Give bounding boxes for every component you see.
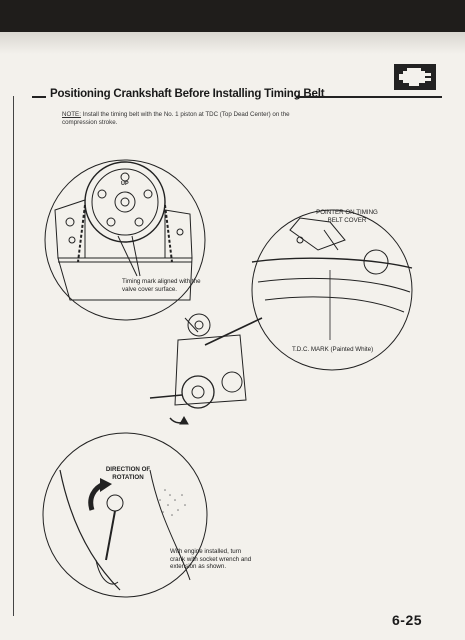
tdc-mark-callout: T.D.C. MARK (Painted White) — [292, 346, 374, 353]
section-title: Positioning Crankshaft Before Installing Timing Belt — [50, 88, 325, 100]
instruction-callout: With engine installed, turn crank with socket wrench and extension as shown. — [170, 548, 252, 570]
note-label: NOTE: — [62, 111, 81, 118]
rotation-detail-circle — [43, 433, 207, 597]
note-text: Install the timing belt with the No. 1 piston at TDC (Top Dead Center) on the compression stroke. — [62, 111, 290, 126]
page-number: 6-25 — [392, 612, 423, 628]
cam-pulley — [85, 162, 165, 242]
up-label: UP — [121, 181, 129, 187]
pointer-callout: POINTER ON TIMING BELT COVER — [316, 209, 378, 224]
timing-mark-callout: Timing mark aligned with the valve cover surface. — [122, 278, 201, 293]
direction-callout: DIRECTION OF ROTATION — [105, 466, 151, 481]
